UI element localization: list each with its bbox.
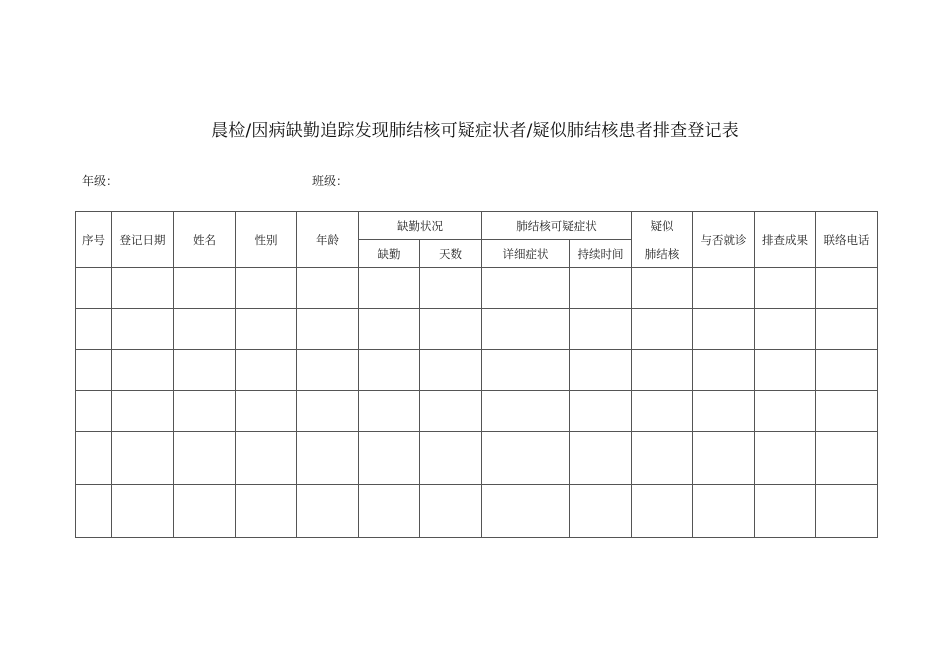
- table-cell[interactable]: [482, 268, 570, 309]
- table-cell[interactable]: [816, 350, 878, 391]
- table-cell[interactable]: [174, 309, 236, 350]
- header-symptom-detail: 详细症状: [482, 240, 570, 268]
- header-gender: 性别: [236, 212, 297, 268]
- table-cell[interactable]: [816, 309, 878, 350]
- table-cell[interactable]: [420, 432, 482, 485]
- table-cell[interactable]: [482, 485, 570, 538]
- table-cell[interactable]: [693, 309, 755, 350]
- table-cell[interactable]: [693, 432, 755, 485]
- table-cell[interactable]: [482, 432, 570, 485]
- table-row: [76, 309, 878, 350]
- table-row: [76, 485, 878, 538]
- header-name: 姓名: [174, 212, 236, 268]
- table-cell[interactable]: [816, 391, 878, 432]
- table-cell[interactable]: [632, 268, 693, 309]
- header-days: 天数: [420, 240, 482, 268]
- table-cell[interactable]: [359, 268, 420, 309]
- table-cell[interactable]: [570, 485, 632, 538]
- header-absence: 缺勤: [359, 240, 420, 268]
- header-reg-date: 登记日期: [112, 212, 174, 268]
- header-screening: 排查成果: [755, 212, 816, 268]
- table-cell[interactable]: [632, 391, 693, 432]
- register-table: [75, 211, 878, 538]
- table-cell[interactable]: [359, 309, 420, 350]
- table-cell[interactable]: [632, 350, 693, 391]
- header-suspected-tb: [632, 212, 693, 268]
- table-cell[interactable]: [174, 350, 236, 391]
- table-row: [76, 350, 878, 391]
- table-cell[interactable]: [236, 350, 297, 391]
- table-cell[interactable]: [174, 268, 236, 309]
- table-cell[interactable]: [359, 350, 420, 391]
- table-cell[interactable]: [359, 391, 420, 432]
- table-cell[interactable]: [755, 432, 816, 485]
- header-phone: 联络电话: [816, 212, 878, 268]
- table-cell[interactable]: [297, 268, 359, 309]
- table-cell[interactable]: [76, 350, 112, 391]
- table-cell[interactable]: [755, 268, 816, 309]
- table-cell[interactable]: [570, 391, 632, 432]
- table-cell[interactable]: [297, 350, 359, 391]
- table-cell[interactable]: [570, 432, 632, 485]
- table-cell[interactable]: [174, 391, 236, 432]
- table-cell[interactable]: [693, 391, 755, 432]
- table-cell[interactable]: [816, 485, 878, 538]
- table-cell[interactable]: [297, 485, 359, 538]
- table-cell[interactable]: [632, 309, 693, 350]
- table-row: [76, 391, 878, 432]
- table-cell[interactable]: [693, 485, 755, 538]
- table-cell[interactable]: [693, 268, 755, 309]
- table-cell[interactable]: [755, 485, 816, 538]
- class-field-label: 班级：: [312, 174, 349, 188]
- table-cell[interactable]: [816, 268, 878, 309]
- table-cell[interactable]: [482, 309, 570, 350]
- table-cell[interactable]: [76, 391, 112, 432]
- header-duration: 持续时间: [570, 240, 632, 268]
- table-cell[interactable]: [297, 432, 359, 485]
- header-visited: 与否就诊: [693, 212, 755, 268]
- table-cell[interactable]: [420, 485, 482, 538]
- table-cell[interactable]: [570, 309, 632, 350]
- table-cell[interactable]: [420, 268, 482, 309]
- table-cell[interactable]: [632, 432, 693, 485]
- table-cell[interactable]: [112, 350, 174, 391]
- table-cell[interactable]: [297, 391, 359, 432]
- table-cell[interactable]: [236, 391, 297, 432]
- header-absence-group: 缺勤状况: [359, 212, 482, 240]
- header-suspected-line2: 肺结核: [644, 246, 680, 261]
- table-cell[interactable]: [236, 485, 297, 538]
- table-row: [76, 432, 878, 485]
- table-cell[interactable]: [112, 432, 174, 485]
- table-cell[interactable]: [482, 391, 570, 432]
- table-cell[interactable]: [755, 391, 816, 432]
- table-cell[interactable]: [570, 268, 632, 309]
- table-cell[interactable]: [112, 485, 174, 538]
- table-cell[interactable]: [112, 268, 174, 309]
- table-cell[interactable]: [297, 309, 359, 350]
- table-cell[interactable]: [174, 432, 236, 485]
- table-cell[interactable]: [570, 350, 632, 391]
- table-cell[interactable]: [420, 391, 482, 432]
- table-cell[interactable]: [174, 485, 236, 538]
- table-cell[interactable]: [420, 350, 482, 391]
- table-cell[interactable]: [359, 485, 420, 538]
- table-cell[interactable]: [755, 350, 816, 391]
- header-seq: 序号: [76, 212, 112, 268]
- table-cell[interactable]: [236, 432, 297, 485]
- grade-field-label: 年级：: [82, 174, 119, 188]
- table-cell[interactable]: [816, 432, 878, 485]
- table-cell[interactable]: [632, 485, 693, 538]
- header-suspected-line1: 疑似: [650, 218, 674, 233]
- table-cell[interactable]: [693, 350, 755, 391]
- page-title: 晨检/因病缺勤追踪发现肺结核可疑症状者/疑似肺结核患者排查登记表: [211, 121, 739, 141]
- table-cell[interactable]: [76, 432, 112, 485]
- register-body: [76, 268, 878, 538]
- table-row: [76, 268, 878, 309]
- header-tb-symptom-group: 肺结核可疑症状: [482, 212, 632, 240]
- table-cell[interactable]: [482, 350, 570, 391]
- table-cell[interactable]: [76, 309, 112, 350]
- table-cell[interactable]: [112, 391, 174, 432]
- table-cell[interactable]: [755, 309, 816, 350]
- header-age: 年龄: [297, 212, 359, 268]
- table-cell[interactable]: [76, 485, 112, 538]
- table-cell[interactable]: [359, 432, 420, 485]
- table-cell[interactable]: [76, 268, 112, 309]
- table-cell[interactable]: [420, 309, 482, 350]
- table-cell[interactable]: [236, 309, 297, 350]
- table-cell[interactable]: [236, 268, 297, 309]
- table-cell[interactable]: [112, 309, 174, 350]
